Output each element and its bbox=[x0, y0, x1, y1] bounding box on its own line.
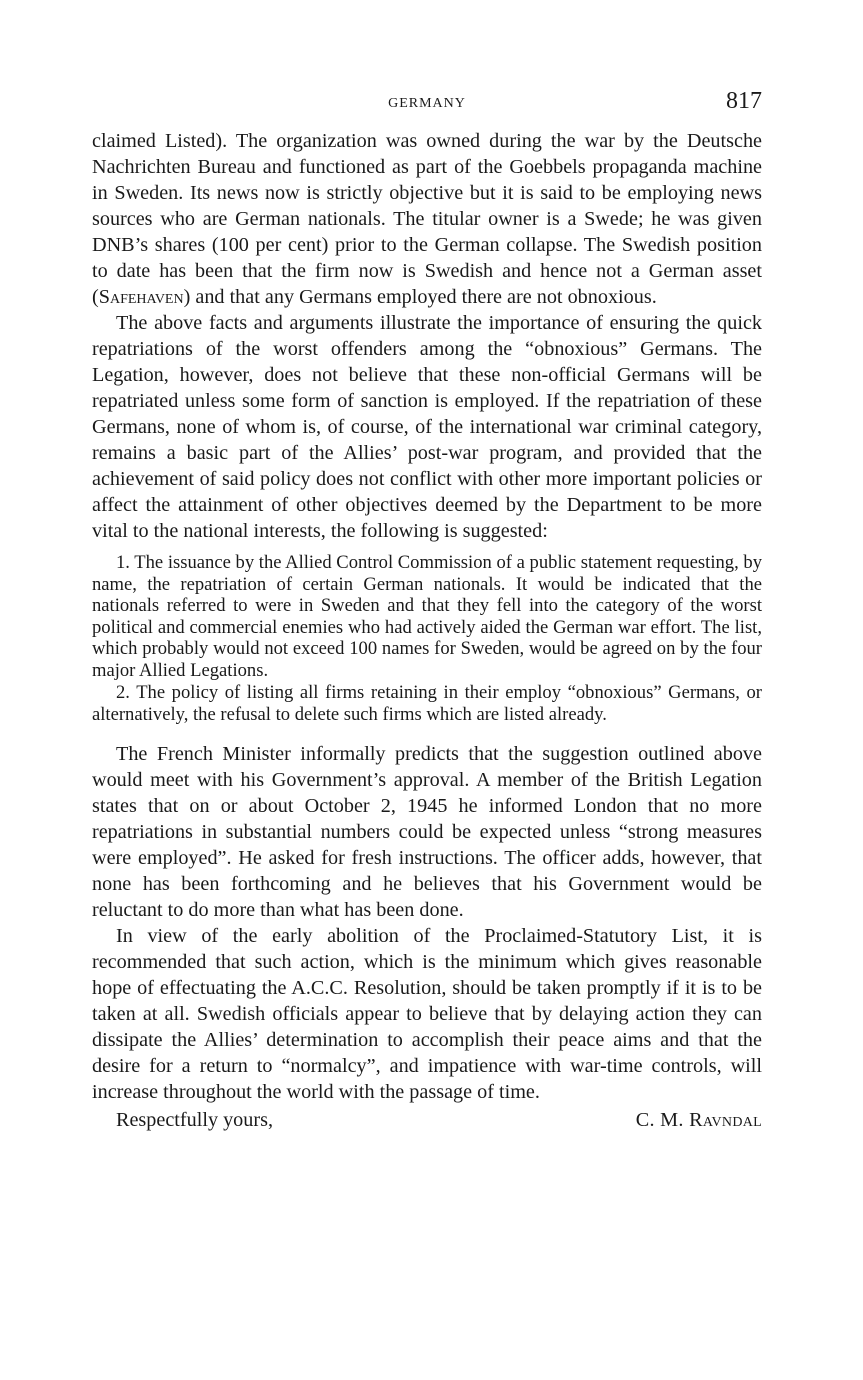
running-head: GERMANY bbox=[388, 96, 466, 111]
suggestion-list bbox=[92, 552, 762, 725]
page-number: 817 bbox=[726, 88, 762, 114]
paragraph-argument: The above facts and arguments illustrate the importance of ensuring the quick repatriations of the worst offenders among the “obnoxious” Germans. The Legation, however, does not believe that these non-official Germans will be repatriated unless some form of sanction is employed. If the repatriation of these Germans, none of whom is, of course, of the international war criminal category, remains a basic part of the Allies’ post-war program, and provided that the achievement of said policy does not conflict with other more important policies or affect the attainment of other objectives deemed by the Department to be more vital to the national interests, the following is suggested: bbox=[92, 312, 762, 542]
signature-initials: C. M. bbox=[635, 1109, 690, 1131]
paragraph-continued bbox=[92, 128, 762, 310]
document-page bbox=[92, 88, 762, 1133]
paragraph-french-minister: The French Minister informally predicts that the suggestion outlined above would meet with his Government’s approval. A member of the British Legation states that on or about October 2, 1945 he informed London that no more repatriations in substantial numbers could be expected unless “strong measures were employed”. He asked for fresh instructions. The officer adds, however, that none has been forthcoming and he believes that his Government would be reluctant to do more than what has been done. bbox=[92, 743, 762, 921]
small-caps-term: Safehaven bbox=[98, 286, 184, 308]
list-item: 2. The policy of listing all firms retaining in their employ “obnoxious” Germans, or alternatively, the refusal to delete such firms which are listed already. bbox=[92, 682, 762, 725]
signature-surname: Ravndal bbox=[689, 1109, 762, 1131]
closing: Respectfully yours, bbox=[116, 1109, 273, 1131]
signature bbox=[636, 1107, 762, 1133]
paragraph-recommendation: In view of the early abolition of the Proclaimed-Statutory List, it is recommended that such action, which is the minimum which gives reasonable hope of effectuating the A.C.C. Resolution, should be taken promptly if it is to be taken at all. Swedish officials appear to believe that by delaying action they can dissipate the Allies’ determination to accomplish their peace aims and that the desire for a return to “normalcy”, and impatience with war-time controls, will increase throughout the world with the passage of time. bbox=[92, 925, 762, 1103]
paragraph-text: ) and that any Germans employed there are not obnoxious. bbox=[183, 286, 657, 308]
signoff bbox=[92, 1107, 762, 1133]
paragraph-text: claimed Listed). The organization was owned during the war by the Deutsche Nachrichten Bureau and functioned as part of the Goebbels propaganda machine in Sweden. Its news now is strictly objective but it is said to be employing news sources who are German nationals. The titular owner is a Swede; he was given DNB’s shares (100 per cent) prior to the German collapse. The Swedish position to date has been that the firm now is Swedish and hence not a German asset ( bbox=[92, 130, 762, 308]
page-header bbox=[92, 88, 762, 128]
list-item: 1. The issuance by the Allied Control Commission of a public statement requesting, by name, the repatriation of certain German nationals. It would be indicated that the nationals referred to were in Sweden and that they fell into the category of the worst political and commercial enemies who had actively aided the German war effort. The list, which probably would not exceed 100 names for Sweden, would be agreed on by the four major Allied Legations. bbox=[92, 552, 762, 681]
